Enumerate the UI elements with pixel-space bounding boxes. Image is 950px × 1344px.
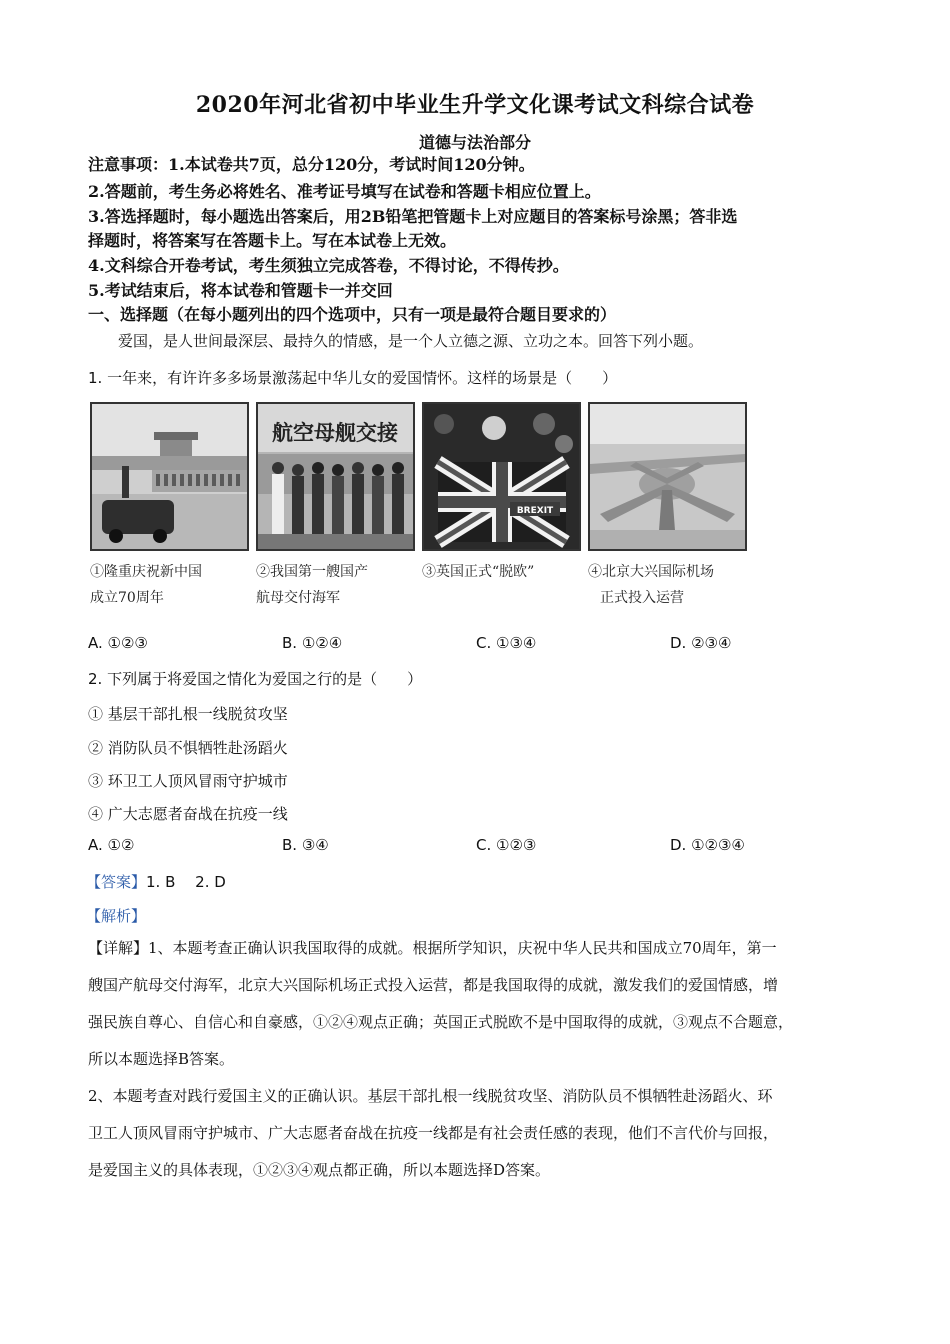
q1-options bbox=[88, 634, 868, 660]
brexit-flag-photo bbox=[422, 402, 581, 551]
exam-title: 2020年河北省初中毕业生升学文化课考试文科综合试卷 bbox=[195, 92, 755, 118]
option-d[interactable]: D. ②③④ bbox=[670, 634, 732, 652]
airport-aerial-photo bbox=[588, 402, 747, 551]
analysis-tag: 【解析】 bbox=[86, 907, 147, 925]
photo-caption: ④北京大兴国际机场 正式投入运营 bbox=[588, 564, 714, 606]
option-a[interactable]: A. ①②③ bbox=[88, 634, 148, 652]
photo-caption: ①隆重庆祝新中国 成立70周年 bbox=[90, 564, 202, 606]
q2-options bbox=[88, 836, 868, 862]
detail-2: 2、本题考查对践行爱国主义的正确认识。基层干部扎根一线脱贫攻坚、消防队员不惧牺牲赴汤蹈火、环 卫工人顶风冒雨守护城市、广大志愿者奋战在抗疫一线都是有社会责任感的表现，他们不言代价与回报， 是爱国主义的具体表现，①②③④观点都正确，所以本题选择D答案。 bbox=[88, 1087, 779, 1179]
q2-item: ② 消防队员不惧牺牲赴汤蹈火 bbox=[88, 739, 288, 757]
section-heading: 一、选择题（在每小题列出的四个选项中，只有一项是最符合题目要求的） bbox=[88, 305, 617, 324]
svg-text:航空母舰交接: 航空母舰交接 bbox=[272, 421, 398, 445]
q1-stem: 1. 一年来，有许许多多场景激荡起中华儿女的爱国情怀。这样的场景是（ ） bbox=[88, 369, 618, 387]
notice-line: 5.考试结束后，将本试卷和管题卡一并交回 bbox=[88, 281, 393, 300]
notice-line: 4.文科综合开卷考试，考生须独立完成答卷，不得讨论，不得传抄。 bbox=[88, 256, 569, 275]
answer-text: 1. B 2. D bbox=[146, 873, 226, 891]
notice-line: 择题时，将答案写在答题卡上。写在本试卷上无效。 bbox=[88, 231, 457, 250]
notice-line: 注意事项：1.本试卷共7页，总分120分，考试时间120分钟。 bbox=[88, 155, 535, 174]
option-c[interactable]: C. ①③④ bbox=[476, 634, 537, 652]
question-intro: 爱国，是人世间最深层、最持久的情感，是一个人立德之源、立功之本。回答下列小题。 bbox=[118, 332, 704, 350]
detail-tag: 【详解】 bbox=[88, 939, 149, 957]
carrier-ceremony-photo bbox=[256, 402, 415, 551]
q2-item: ④ 广大志愿者奋战在抗疫一线 bbox=[88, 805, 288, 823]
option-b[interactable]: B. ③④ bbox=[282, 836, 329, 854]
q2-stem: 2. 下列属于将爱国之情化为爱国之行的是（ ） bbox=[88, 670, 423, 688]
answer-line bbox=[86, 870, 876, 894]
option-b[interactable]: B. ①②④ bbox=[282, 634, 343, 652]
svg-text:BREXIT: BREXIT bbox=[516, 506, 554, 516]
photo-caption: ②我国第一艘国产 航母交付海军 bbox=[256, 564, 368, 606]
q2-item: ① 基层干部扎根一线脱贫攻坚 bbox=[88, 705, 288, 723]
photo-caption: ③英国正式“脱欧” bbox=[422, 564, 535, 580]
option-d[interactable]: D. ①②③④ bbox=[670, 836, 745, 854]
parade-photo bbox=[90, 402, 249, 551]
notice-line: 3.答选择题时，每小题选出答案后，用2B铅笔把管题卡上对应题目的答案标号涂黑；答非选 bbox=[88, 207, 738, 226]
detail-1: 【详解】1、本题考查正确认识我国取得的成就。根据所学知识，庆祝中华人民共和国成立70周年，第一 艘国产航母交付海军，北京大兴国际机场正式投入运营，都是我国取得的成就，激发我们的爱国情感，增 强民族自尊心、自信心和自豪感，①②④观点正确；英国正式脱欧不是中国取得的成就，③观点不合题意， 所以本题选择B答案。 bbox=[88, 939, 794, 1068]
q2-item: ③ 环卫工人顶风冒雨守护城市 bbox=[88, 772, 288, 790]
exam-subtitle: 道德与法治部分 bbox=[418, 133, 531, 152]
option-a[interactable]: A. ①② bbox=[88, 836, 135, 854]
notice-line: 2.答题前，考生务必将姓名、准考证号填写在试卷和答题卡相应位置上。 bbox=[88, 182, 601, 201]
answer-tag: 【答案】 bbox=[86, 873, 147, 891]
option-c[interactable]: C. ①②③ bbox=[476, 836, 537, 854]
q1-photo-row bbox=[90, 402, 745, 612]
